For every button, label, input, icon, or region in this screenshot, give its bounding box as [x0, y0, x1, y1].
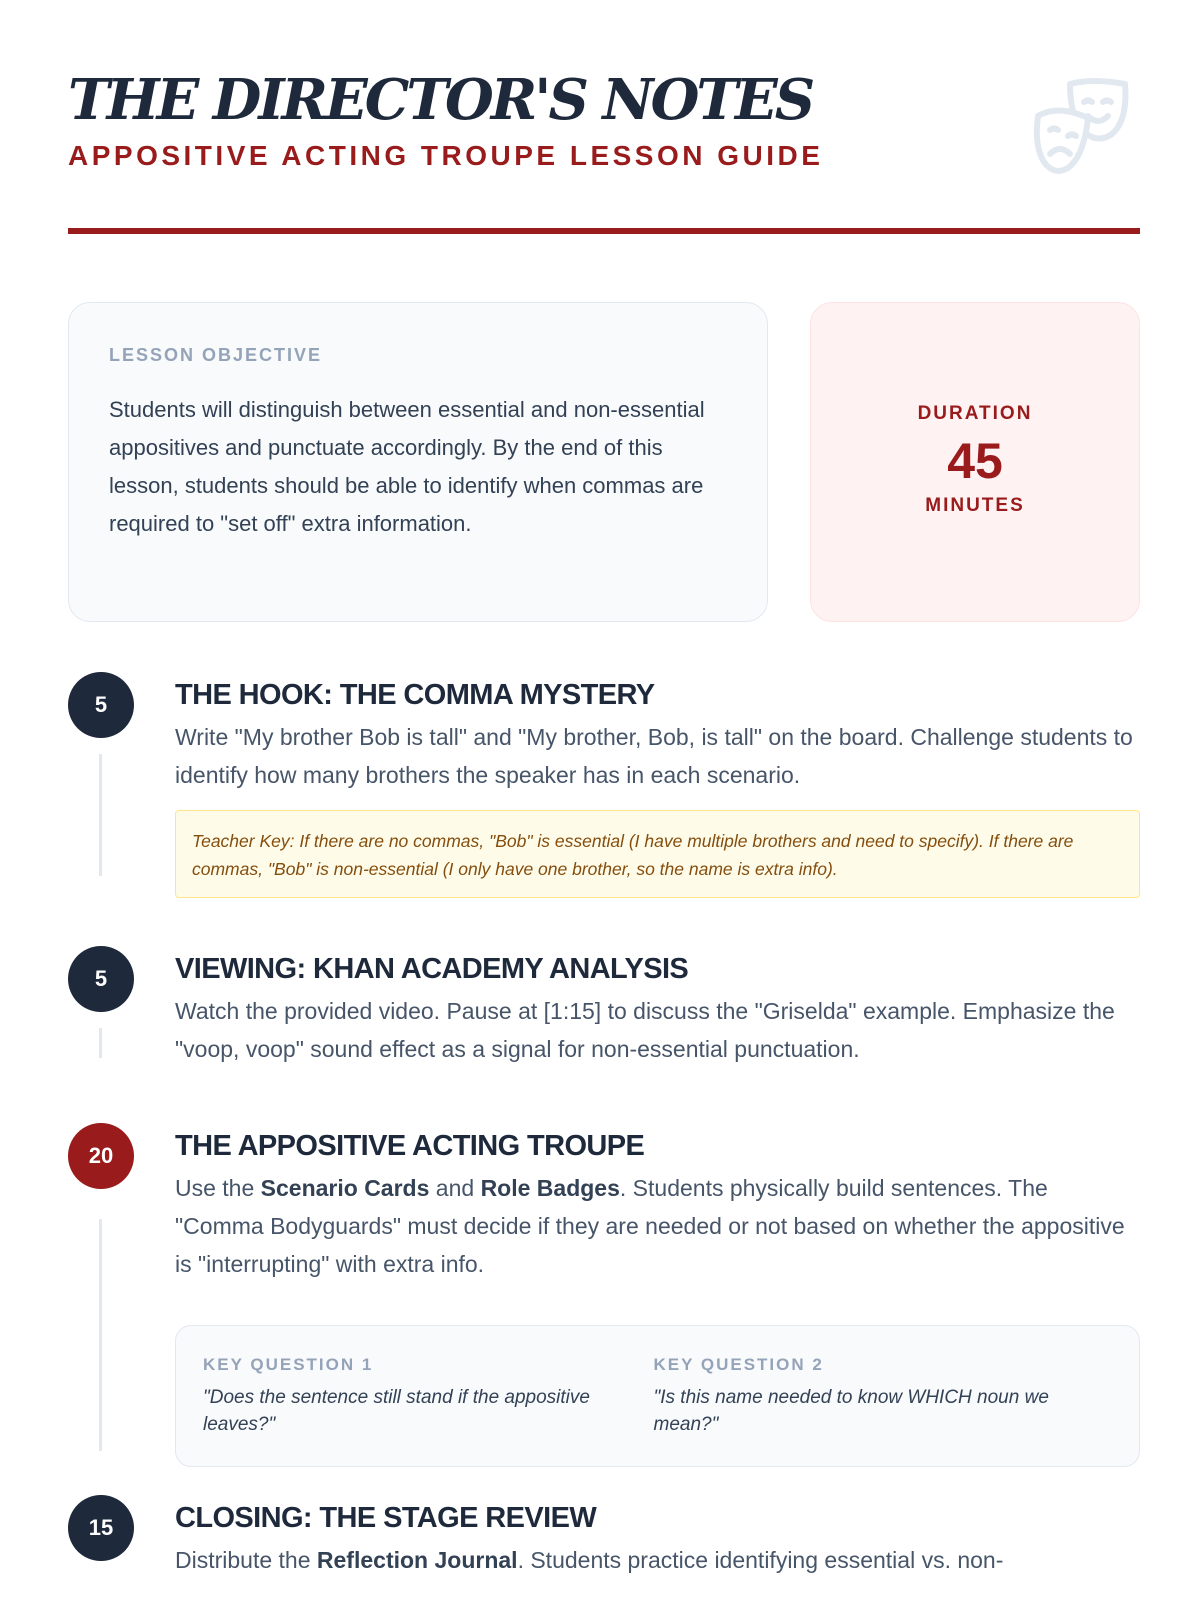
page-title: THE DIRECTOR'S NOTES [68, 67, 813, 133]
key-question [203, 1354, 662, 1466]
key-questions-box [175, 1325, 1140, 1467]
step-minutes-badge: 15 [68, 1495, 134, 1561]
step-title: THE APPOSITIVE ACTING TROUPE [175, 1130, 645, 1162]
key-question-text: "Does the sentence still stand if the appositive leaves?" [203, 1387, 590, 1435]
duration-card [810, 302, 1140, 622]
objective-text: Students will distinguish between essential and non-essential appositives and punctuate accordingly. By the end of this lesson, students should be able to identify when commas are required to "set off" extra information. [109, 397, 705, 536]
key-question-label: KEY QUESTION 1 [203, 1355, 374, 1374]
key-question-label: KEY QUESTION 2 [653, 1355, 824, 1374]
objective-label: LESSON OBJECTIVE [109, 345, 323, 365]
lesson-objective-card [68, 302, 768, 622]
key-question [654, 1354, 1113, 1466]
step-minutes-badge: 5 [68, 946, 134, 1012]
timeline-connector [99, 1028, 102, 1058]
teacher-key-callout: Teacher Key: If there are no commas, "Bob" is essential (I have multiple brothers and need to specify). If there are commas, "Bob" is non-essential (I only have one brother, so the name is extra info). [175, 810, 1140, 898]
key-question-text: "Is this name needed to know WHICH noun we mean?" [653, 1387, 1049, 1435]
step-minutes-badge: 5 [68, 672, 134, 738]
step-title: CLOSING: THE STAGE REVIEW [175, 1502, 597, 1534]
reflection-journal-term: Reflection Journal [316, 1547, 518, 1573]
role-badges-term: Role Badges [480, 1175, 620, 1201]
page-subtitle: APPOSITIVE ACTING TROUPE LESSON GUIDE [68, 140, 824, 171]
step-description: Watch the provided video. Pause at [1:15] to discuss the "Griselda" example. Emphasize the "voop, voop" sound effect as a signal for non-essential punctuation. [175, 998, 1115, 1062]
scenario-cards-term: Scenario Cards [260, 1175, 430, 1201]
step-description: Use the Scenario Cards and Role Badges. Students physically build sentences. The "Comma Bodyguards" must decide if they are needed or not based on whether the appositive is "interrupting" with extra info. [175, 1175, 1125, 1277]
step-description: Distribute the Reflection Journal. Students practice identifying essential vs. non- [175, 1547, 1004, 1573]
header-divider [68, 228, 1140, 234]
timeline-connector [99, 754, 102, 876]
timeline-connector [99, 1219, 102, 1451]
step-title: THE HOOK: THE COMMA MYSTERY [175, 679, 655, 711]
duration-unit: MINUTES [925, 495, 1025, 516]
page-header [68, 68, 1140, 172]
step-description: Write "My brother Bob is tall" and "My brother, Bob, is tall" on the board. Challenge students to identify how many brothers the speaker has in each scenario. [175, 724, 1133, 788]
duration-label: DURATION [917, 403, 1033, 424]
step-title: VIEWING: KHAN ACADEMY ANALYSIS [175, 953, 689, 985]
duration-value: 45 [947, 433, 1003, 489]
step-minutes-badge: 20 [68, 1123, 134, 1189]
theater-masks-icon [1032, 76, 1136, 180]
